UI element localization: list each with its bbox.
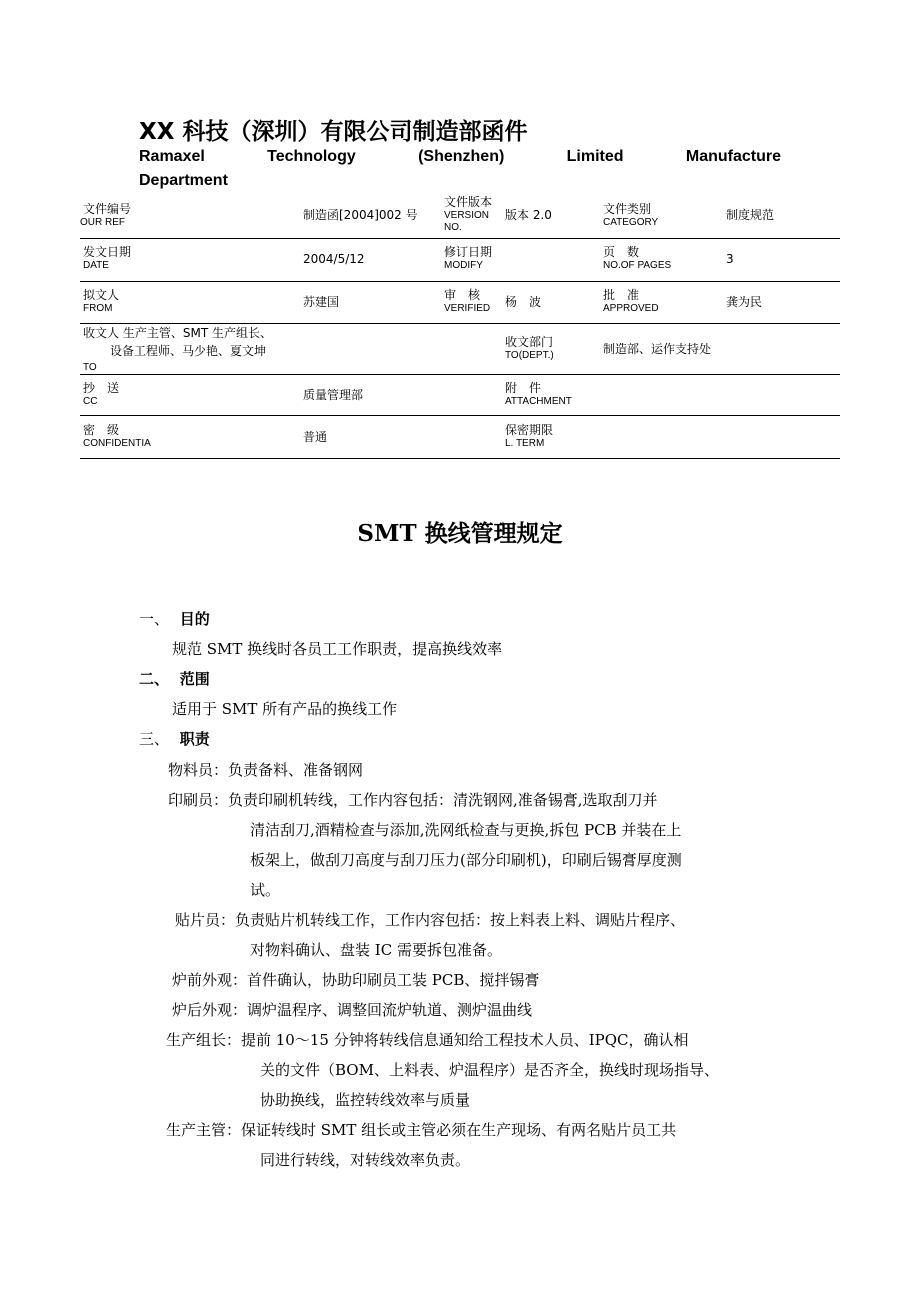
category-label	[603, 201, 658, 229]
pages-label-cn: 页 数	[603, 245, 640, 259]
version-label	[444, 194, 492, 234]
section-number: 一、	[139, 610, 170, 628]
approved-label-cn: 批 准	[603, 288, 640, 302]
approved-value: 龚为民	[726, 295, 763, 309]
role-printer-line4: 试。	[250, 881, 281, 899]
verified-label-en: VERIFIED	[444, 303, 491, 314]
company-title-en: Ramaxel Technology (Shenzhen) Limited Manufacture	[139, 148, 781, 165]
document-title: SMT 换线管理规定	[357, 520, 563, 547]
date-label-en: DATE	[83, 260, 109, 271]
ref-value: 制造函[2004]002 号	[303, 208, 418, 222]
company-title-en-line2: Department	[139, 172, 228, 189]
conf-label-cn: 密 级	[83, 423, 120, 437]
table-rule	[80, 238, 840, 239]
conf-label	[83, 422, 151, 450]
section-number: 二、	[139, 670, 170, 688]
section-number: 三、	[139, 730, 170, 748]
to-label-text: 收文人	[83, 326, 120, 340]
company-title-cn: XX 科技（深圳）有限公司制造部函件	[139, 119, 528, 145]
modify-label-en: MODIFY	[444, 260, 483, 271]
attach-label-en: ATTACHMENT	[505, 396, 572, 407]
role-printer-line3: 板架上，做刮刀高度与刮刀压力(部分印刷机)，印刷后锡膏厚度测	[250, 851, 682, 869]
section-title: 范围	[179, 670, 210, 688]
role-supervisor-line2: 同进行转线，对转线效率负责。	[260, 1151, 471, 1169]
section-1-heading	[139, 609, 210, 629]
pages-value: 3	[726, 252, 734, 266]
role-placer-line1: 贴片员：负责贴片机转线工作，工作内容包括：按上料表上料、调贴片程序、	[175, 911, 686, 929]
role-post-oven: 炉后外观：调炉温程序、调整回流炉轨道、测炉温曲线	[172, 1001, 533, 1019]
to-value-line2: 设备工程师、马少艳、夏文坤	[110, 344, 267, 358]
role-placer-line2: 对物料确认、盘装 IC 需要拆包准备。	[250, 941, 502, 959]
role-team-leader-line2: 关的文件（BOM、上料表、炉温程序）是否齐全，换线时现场指导、	[260, 1061, 719, 1079]
section-2-text: 适用于 SMT 所有产品的换线工作	[172, 700, 398, 718]
category-label-cn: 文件类别	[603, 202, 652, 216]
ref-label	[80, 201, 132, 229]
cc-value: 质量管理部	[303, 388, 364, 402]
version-value: 版本 2.0	[505, 208, 552, 222]
term-label	[505, 422, 553, 450]
table-rule	[80, 415, 840, 416]
modify-label-cn: 修订日期	[444, 245, 493, 259]
section-title: 职责	[179, 730, 210, 748]
approved-label-en: APPROVED	[603, 303, 659, 314]
document-meta-table	[80, 193, 840, 459]
section-title: 目的	[179, 610, 210, 628]
conf-label-en: CONFIDENTIA	[83, 438, 151, 449]
section-3-heading	[139, 729, 210, 749]
role-supervisor-line1: 生产主管：保证转线时 SMT 组长或主管必须在生产现场、有两名贴片员工共	[166, 1121, 677, 1139]
from-value: 苏建国	[303, 295, 340, 309]
section-2-heading	[139, 669, 210, 689]
role-material: 物料员：负责备料、准备钢网	[168, 761, 364, 779]
table-rule	[80, 323, 840, 324]
version-label-en: VERSION	[444, 210, 490, 221]
attach-label	[505, 380, 572, 408]
from-label-cn: 拟文人	[83, 288, 120, 302]
modify-label	[444, 244, 492, 272]
verified-value: 杨 波	[505, 295, 542, 309]
pages-label-en: NO.OF PAGES	[603, 260, 672, 271]
verified-label-cn: 审 核	[444, 288, 481, 302]
pages-label	[603, 244, 671, 272]
approved-label	[603, 287, 659, 315]
todept-label-en: TO(DEPT.)	[505, 350, 554, 361]
role-team-leader-line3: 协助换线，监控转线效率与质量	[260, 1091, 471, 1109]
cc-label-cn: 抄 送	[83, 381, 120, 395]
attach-label-cn: 附 件	[505, 381, 542, 395]
role-printer-line2: 清洁刮刀,酒精检查与添加,洗网纸检查与更换,拆包 PCB 并装在上	[250, 821, 682, 839]
category-value: 制度规范	[726, 208, 775, 222]
cc-label-en: CC	[83, 396, 98, 407]
version-label-en-2: NO.	[444, 222, 462, 233]
verified-label	[444, 287, 490, 315]
to-label-cn	[83, 325, 272, 341]
term-label-en: L. TERM	[505, 438, 545, 449]
table-rule	[80, 458, 840, 459]
role-team-leader-line1: 生产组长：提前 10～15 分钟将转线信息通知给工程技术人员、IPQC，确认相	[166, 1031, 689, 1049]
date-label	[83, 244, 131, 272]
date-label-cn: 发文日期	[83, 245, 132, 259]
todept-label-cn: 收文部门	[505, 335, 554, 349]
date-value: 2004/5/12	[303, 252, 365, 266]
from-label	[83, 287, 119, 315]
cc-label	[83, 380, 119, 408]
version-label-cn: 文件版本	[444, 195, 493, 209]
section-1-text: 规范 SMT 换线时各员工工作职责，提高换线效率	[172, 640, 503, 658]
to-value-line1: 生产主管、SMT 生产组长、	[122, 326, 272, 340]
role-printer-line1: 印刷员：负责印刷机转线，工作内容包括：清洗钢网,准备锡膏,选取刮刀并	[168, 791, 658, 809]
todept-value: 制造部、运作支持处	[603, 342, 712, 356]
conf-value: 普通	[303, 430, 328, 444]
role-pre-oven: 炉前外观：首件确认，协助印刷员工装 PCB、搅拌锡膏	[172, 971, 540, 989]
term-label-cn: 保密期限	[505, 423, 554, 437]
ref-label-cn: 文件编号	[83, 202, 132, 216]
table-rule	[80, 281, 840, 282]
to-label-en: TO	[83, 362, 97, 373]
todept-label	[505, 334, 554, 362]
from-label-en: FROM	[83, 303, 113, 314]
ref-label-en: OUR REF	[80, 217, 125, 228]
category-label-en: CATEGORY	[603, 217, 659, 228]
table-rule	[80, 374, 840, 375]
